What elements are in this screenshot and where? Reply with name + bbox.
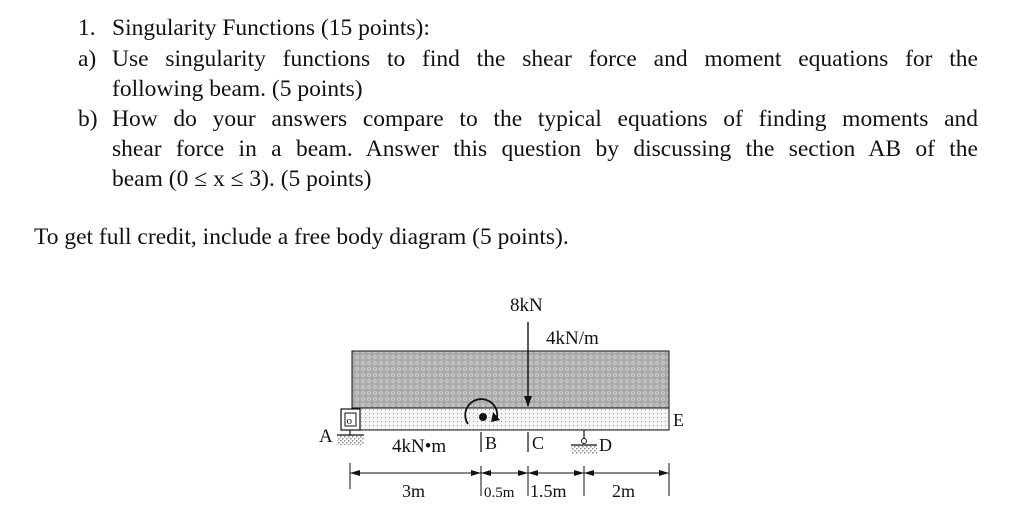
dim-ab-label: 3m	[402, 481, 426, 501]
label-a: A	[319, 426, 333, 447]
part-b-line-1: How do your answers compare to the typical equations of finding moments and	[112, 106, 978, 132]
label-c: C	[532, 433, 545, 453]
distributed-load-block	[352, 351, 669, 408]
part-a-line-1: Use singularity functions to find the shear force and moment equations for the	[112, 46, 978, 72]
support-a	[337, 409, 364, 445]
label-e: E	[673, 410, 684, 430]
dim-cd-label: 1.5m	[530, 481, 567, 501]
dim-de-label: 2m	[612, 481, 636, 501]
problem-number: 1.	[78, 15, 96, 41]
part-b-label: b)	[78, 106, 98, 132]
dim-bc-label: 0.5m	[484, 485, 515, 501]
beam	[352, 408, 669, 430]
point-load-label: 8kN	[510, 295, 543, 316]
label-b: B	[485, 433, 498, 453]
distributed-load-label: 4kN/m	[546, 328, 599, 349]
couple-label: 4kN•m	[392, 436, 447, 457]
part-a-line-2: following beam. (5 points)	[112, 76, 363, 102]
problem-title: Singularity Functions (15 points):	[112, 15, 430, 41]
support-d	[571, 430, 597, 454]
part-b-line-2: shear force in a beam. Answer this question by discussing the section AB of the	[112, 136, 978, 162]
label-d: D	[599, 435, 612, 455]
part-a-label: a)	[78, 46, 97, 72]
part-b-line-3: beam (0 ≤ x ≤ 3). (5 points)	[112, 166, 372, 192]
credit-note: To get full credit, include a free body diagram (5 points).	[34, 224, 569, 250]
svg-text:o: o	[346, 415, 352, 427]
